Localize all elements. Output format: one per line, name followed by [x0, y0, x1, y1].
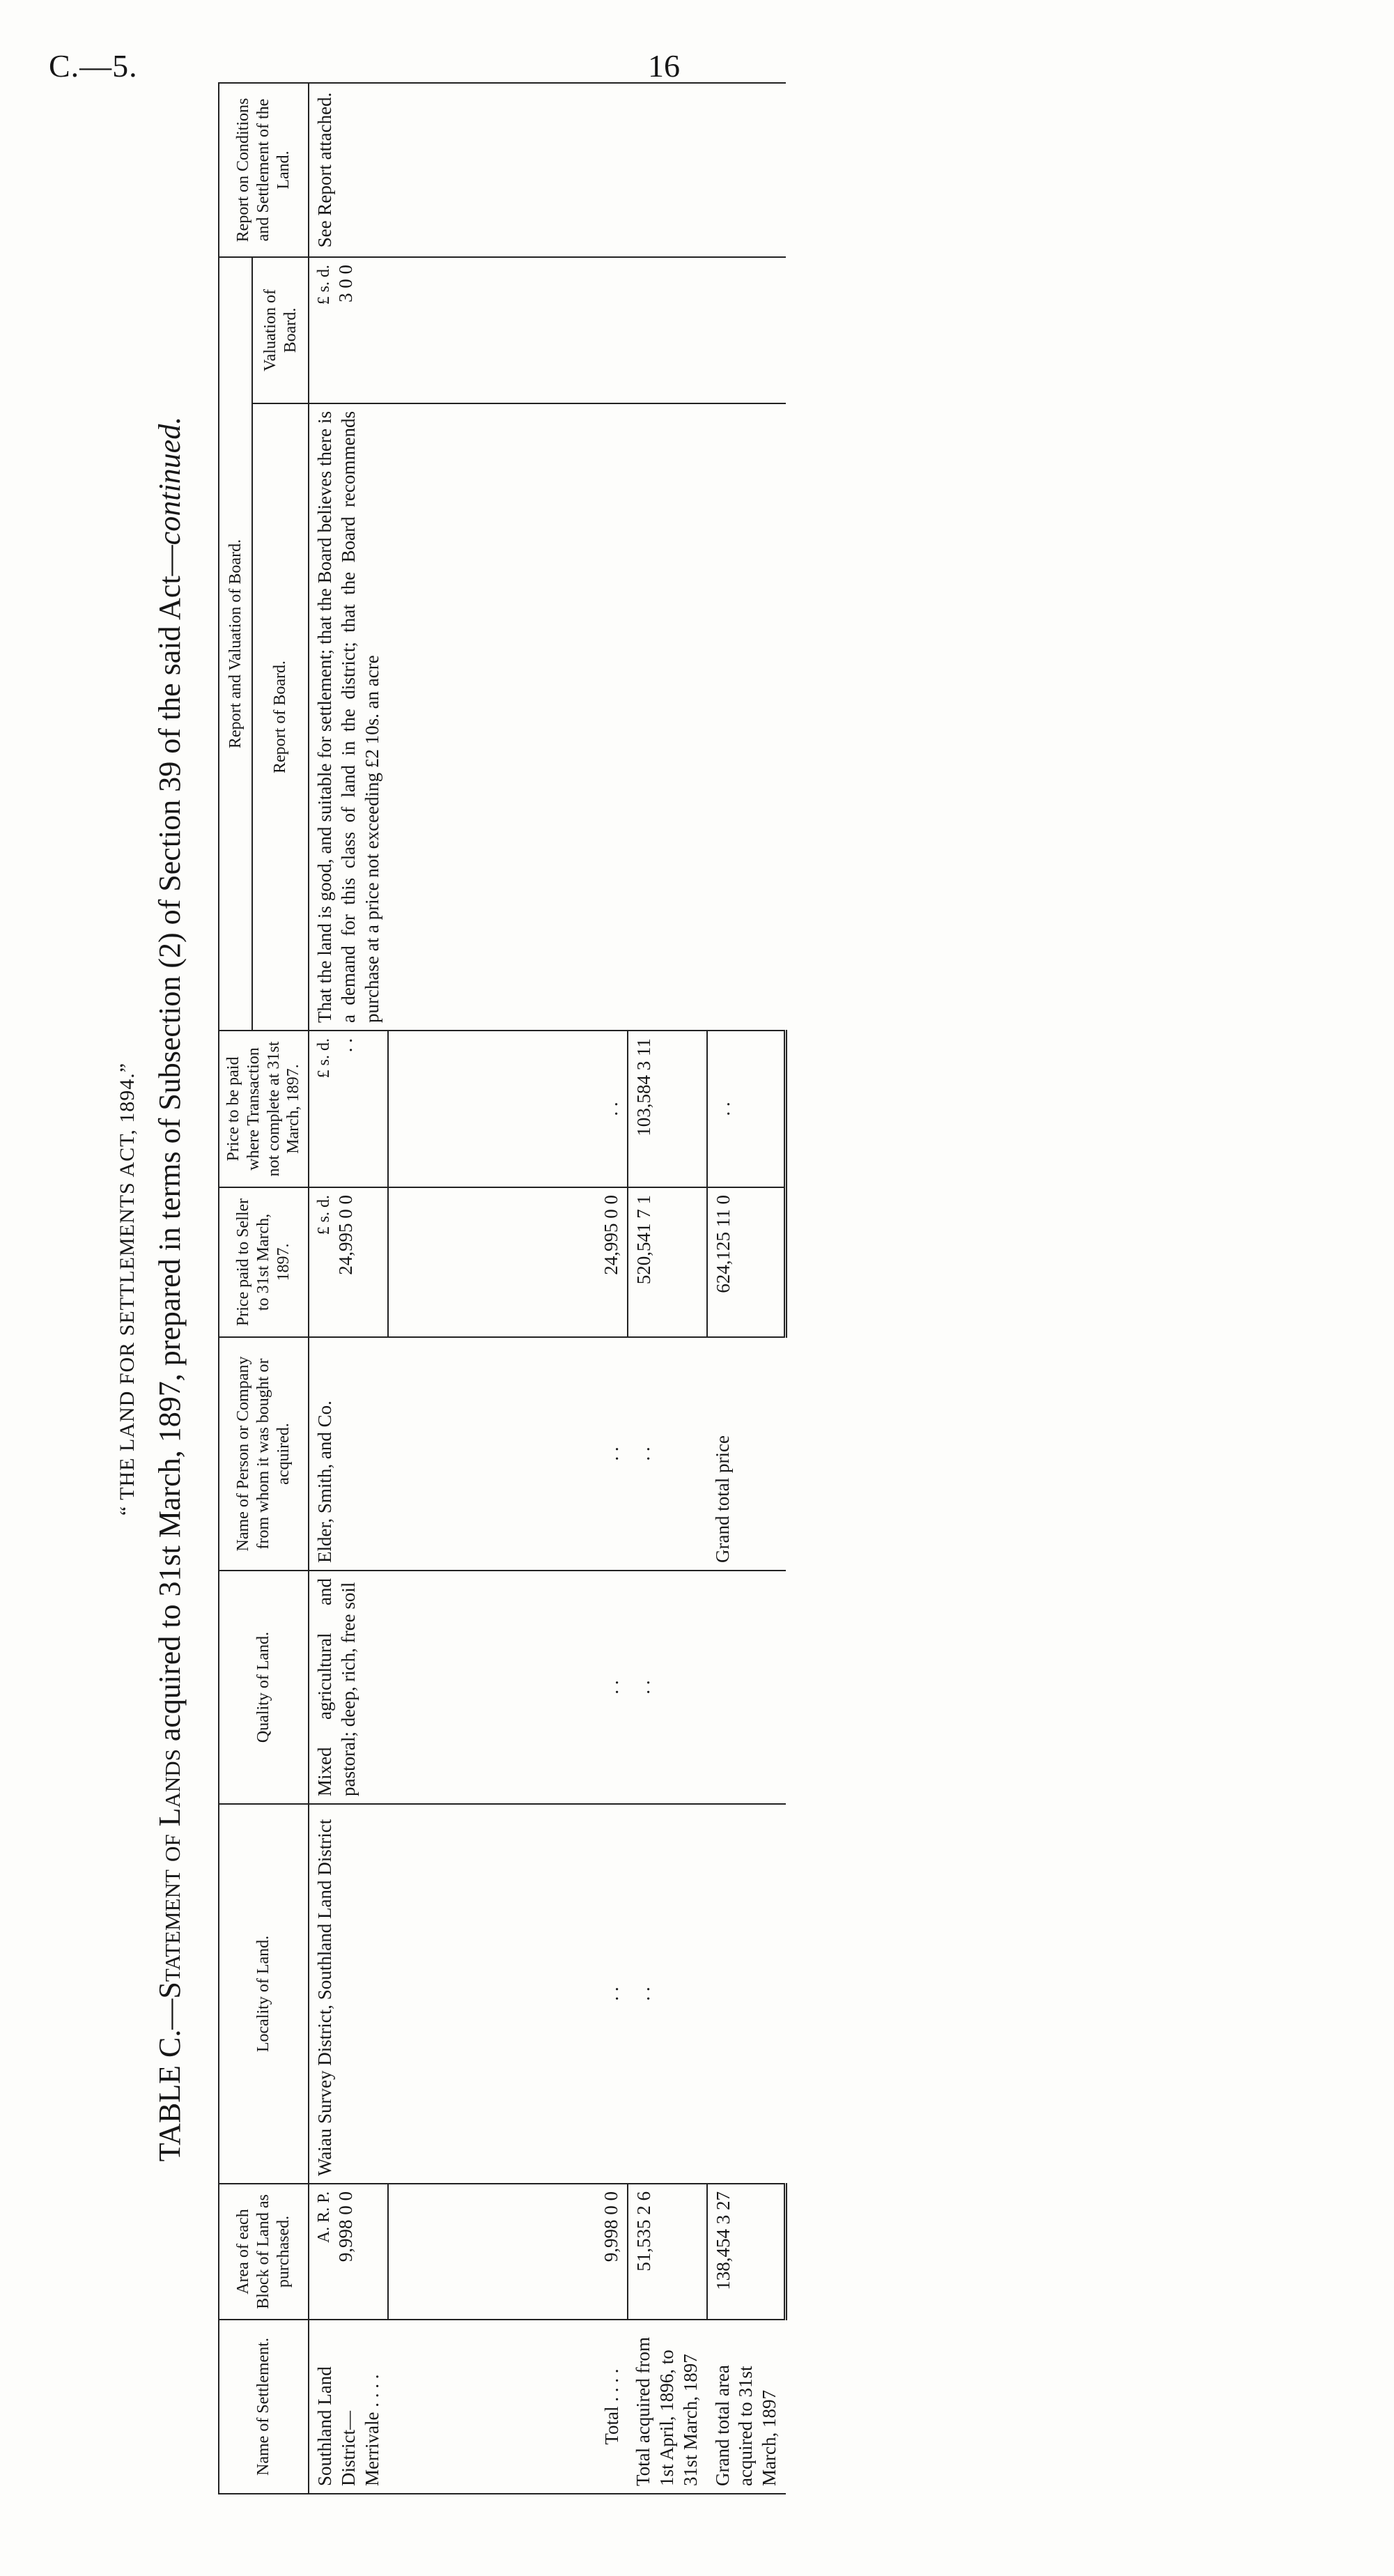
acquired-person: . .: [628, 1337, 706, 1571]
col-name-header: Name of Settlement.: [219, 2320, 309, 2494]
grand-label: Grand total area acquired to 31st March, 1897: [707, 2320, 786, 2494]
col-person-header: Name of Person or Company from whom it was bought or acquired.: [219, 1337, 309, 1571]
area-value: 9,998 0 0: [335, 2191, 357, 2262]
total-quality: . .: [388, 1571, 628, 1804]
col-area-header: Area of each Block of Land as purchased.: [219, 2184, 309, 2320]
money-units: £ s. d.: [315, 1038, 334, 1079]
valuation-value: 3 0 0: [335, 265, 357, 302]
settlement-name: Merrivale . . . .: [361, 2374, 382, 2486]
grand-price-to-pay: . .: [707, 1031, 786, 1187]
acquired-area: 51,535 2 6: [628, 2184, 706, 2320]
col-report-of-board-header: Report of Board.: [252, 403, 309, 1031]
grand-quality-empty: [707, 1571, 786, 1804]
act-title: “ THE LAND FOR SETTLEMENTS ACT, 1894.”: [116, 1062, 139, 1516]
statement-table: [218, 82, 787, 2494]
report-of-board: That the land is good, and suitable for settlement; that the Board believes there is a demand for this class of land in the district; that the Board recommends purchase at a price not exceeding £2 10s. an acre: [309, 403, 786, 1031]
merrivale-price-paid: [309, 1187, 388, 1337]
acquired-quality: . .: [628, 1571, 706, 1804]
col-conditions-header: Report on Conditions and Settlement of the Land.: [219, 83, 309, 257]
price-to-pay-value: . .: [335, 1038, 357, 1053]
table-title-prefix: TABLE C.—: [153, 1998, 187, 2162]
area-units: A. R. P.: [315, 2191, 334, 2244]
table-title-small-caps: Statement of Lands: [153, 1749, 187, 1999]
acquired-price-to-pay: 103,584 3 11: [628, 1031, 706, 1187]
page-number: 16: [648, 48, 680, 84]
header-row-1: [219, 83, 252, 2494]
total-label: Total . . . .: [388, 2320, 628, 2494]
money-units: £ s. d.: [315, 265, 334, 305]
merrivale-person: Elder, Smith, and Co.: [309, 1337, 388, 1571]
grand-area: 138,454 3 27: [707, 2184, 786, 2320]
merrivale-price-to-pay: [309, 1031, 388, 1187]
merrivale-locality: Waiau Survey District, Southland Land District: [309, 1804, 388, 2184]
col-price-to-pay-header: Price to be paid where Transaction not complete at 31st March, 1897.: [219, 1031, 309, 1187]
merrivale-quality: Mixed agricultural and pastoral; deep, rich, free soil: [309, 1571, 388, 1804]
total-area: 9,998 0 0: [388, 2184, 628, 2320]
table-title: [152, 84, 187, 2494]
rotated-table-page: [82, 84, 793, 2494]
acquired-locality: . .: [628, 1804, 706, 2184]
col-locality-header: Locality of Land.: [219, 1804, 309, 2184]
col-price-paid-header: Price paid to Seller to 31st March, 1897.: [219, 1187, 309, 1337]
total-locality: . .: [388, 1804, 628, 2184]
merrivale-conditions: See Report attached.: [309, 83, 786, 257]
grand-locality-empty: [707, 1804, 786, 2184]
grand-person: Grand total price: [707, 1337, 786, 1571]
col-report-group-header: Report and Valuation of Board.: [219, 257, 252, 1031]
page-reference: C.—5.: [49, 48, 138, 84]
col-valuation-header: Valuation of Board.: [252, 257, 309, 403]
acquired-price-paid: 520,541 7 1: [628, 1187, 706, 1337]
row-merrivale: [309, 83, 388, 2494]
table-title-continued: continued.: [153, 416, 187, 546]
merrivale-area: [309, 2184, 388, 2320]
price-paid-value: 24,995 0 0: [335, 1195, 357, 1275]
table-title-middle: acquired to 31st March, 1897, prepared in terms of Subsection (2) of Section 39 of the said Act—: [153, 545, 187, 1750]
money-units: £ s. d.: [315, 1195, 334, 1235]
total-price-paid: 24,995 0 0: [388, 1187, 628, 1337]
total-person: . .: [388, 1337, 628, 1571]
col-quality-header: Quality of Land.: [219, 1571, 309, 1804]
merrivale-valuation: [309, 257, 786, 403]
acquired-label: Total acquired from 1st April, 1896, to 31st March, 1897: [628, 2320, 706, 2494]
district-label: Southland Land District—: [314, 2366, 359, 2486]
total-price-to-pay: . .: [388, 1031, 628, 1187]
grand-price-paid: 624,125 11 0: [707, 1187, 786, 1337]
merrivale-name: [309, 2320, 388, 2494]
